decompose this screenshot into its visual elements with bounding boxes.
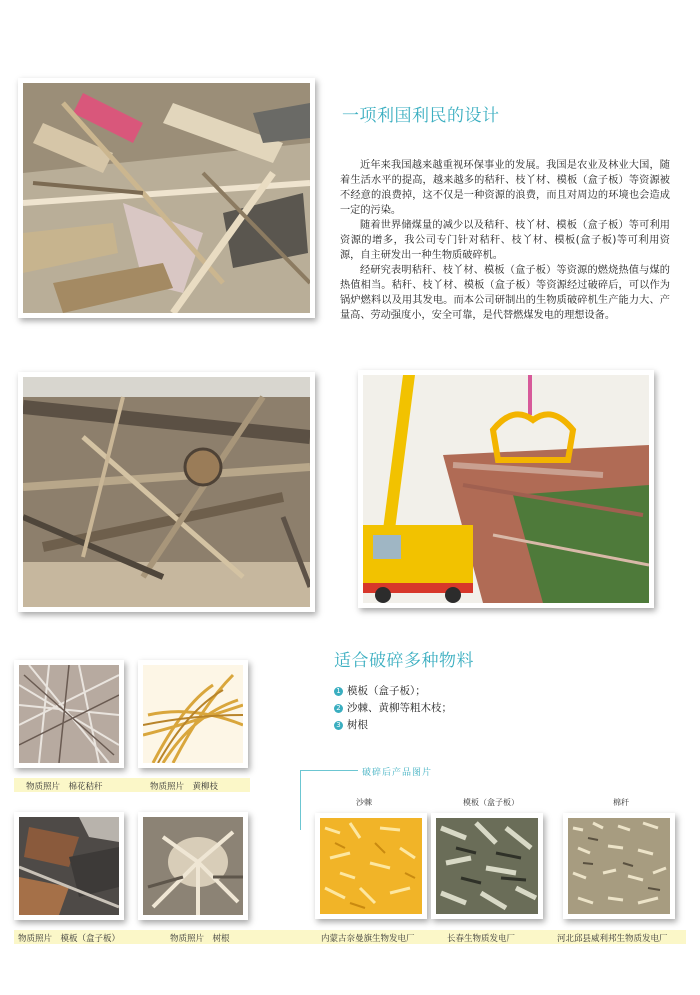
product-caption: 内蒙古奈曼旗生物发电厂 bbox=[321, 934, 415, 944]
product-name: 模板（盒子板） bbox=[463, 798, 519, 807]
product-name: 棉秆 bbox=[613, 798, 629, 807]
tree-root-photo bbox=[138, 812, 248, 920]
formwork-product-photo bbox=[431, 813, 543, 919]
page-title: 一项利国利民的设计 bbox=[342, 106, 500, 126]
bullet-number: 2 bbox=[334, 704, 343, 713]
list-item bbox=[334, 700, 452, 717]
list-item-text: 沙棘、黄柳等粗木枝； bbox=[347, 702, 452, 714]
yellow-willow-photo bbox=[138, 660, 248, 768]
materials-list bbox=[334, 683, 452, 734]
list-item-text: 树根 bbox=[347, 719, 368, 731]
list-item bbox=[334, 683, 452, 700]
product-name: 沙棘 bbox=[356, 798, 372, 807]
intro-text bbox=[340, 158, 670, 323]
bullet-number: 1 bbox=[334, 687, 343, 696]
sea-buckthorn-product-photo bbox=[315, 813, 427, 919]
product-caption: 河北邱县威利邦生物质发电厂 bbox=[557, 934, 668, 944]
connector-line bbox=[300, 770, 358, 771]
photo-caption: 物质照片 黄柳枝 bbox=[150, 782, 219, 792]
intro-paragraph: 近年来我国越来越重视环保事业的发展。我国是农业及林业大国，随着生活水平的提高，越来越多的秸秆、枝丫材、模板（盒子板）等资源被不经意的浪费掉，这不仅是一种资源的浪费，而且对周边的环境也会造成一定的污染。 bbox=[340, 160, 670, 216]
cotton-stalk-product-photo bbox=[563, 813, 675, 919]
materials-title: 适合破碎多种物料 bbox=[334, 651, 474, 671]
list-item-text: 模板（盒子板）； bbox=[347, 685, 426, 697]
crane-photo bbox=[358, 370, 654, 608]
formwork-photo bbox=[14, 812, 124, 920]
list-item bbox=[334, 717, 452, 734]
photo-caption: 物质照片 树根 bbox=[170, 934, 230, 944]
photo-caption: 物质照片 模板（盒子板） bbox=[18, 934, 121, 944]
intro-paragraph: 随着世界储煤量的减少以及秸秆、枝丫材、模板（盒子板）等可利用资源的增多，我公司专门针对秸秆、枝丫材、模板(盒子板)等可利用资源，自主研发出一种生物质破碎机。 bbox=[340, 220, 670, 261]
branches-photo bbox=[18, 372, 315, 612]
products-label: 破碎后产品图片 bbox=[362, 768, 433, 778]
product-caption: 长春生物质发电厂 bbox=[447, 934, 516, 944]
connector-line bbox=[300, 770, 301, 830]
cotton-stalk-photo bbox=[14, 660, 124, 768]
bullet-number: 3 bbox=[334, 721, 343, 730]
photo-caption: 物质照片 棉花秸秆 bbox=[26, 782, 103, 792]
wood-scrap-photo bbox=[18, 78, 315, 318]
intro-paragraph: 经研究表明秸秆、枝丫材、模板（盒子板）等资源的燃烧热值与煤的热值相当。秸秆、枝丫材、模板（盒子板）等资源经过破碎后，可以作为锅炉燃料以及用其发电。而本公司研制出的生物质破碎机生产能力大、产量高、劳动强度小，安全可靠，是代替燃煤发电的理想设备。 bbox=[340, 265, 670, 321]
